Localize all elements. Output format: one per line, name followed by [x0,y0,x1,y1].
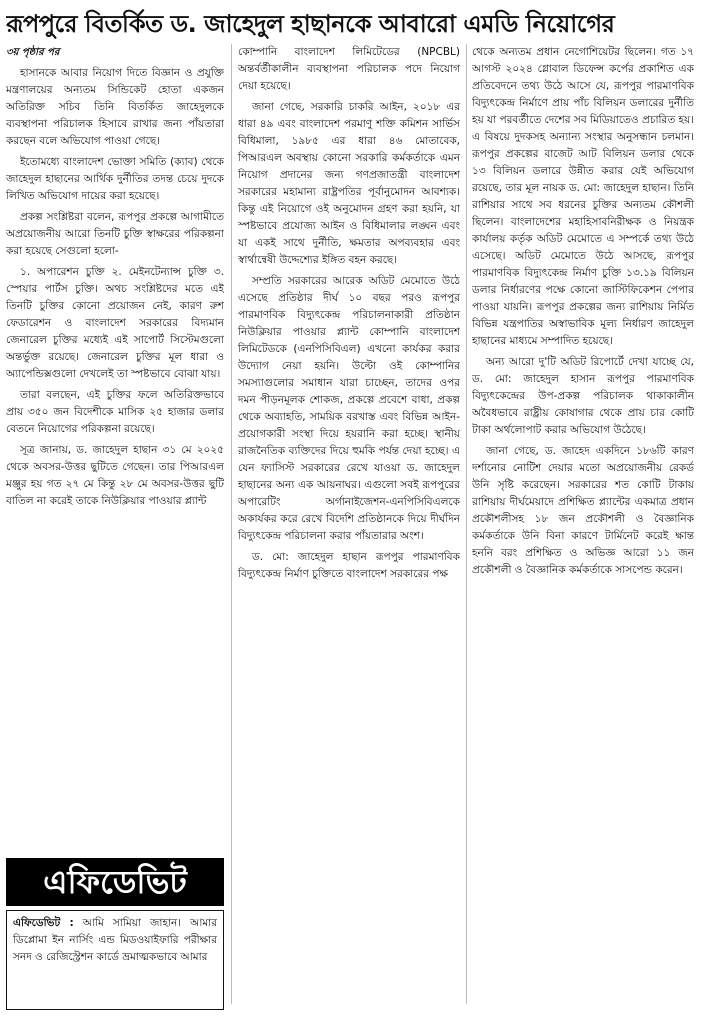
affidavit-notice [6,910,224,1010]
paragraph: সম্প্রতি সরকারের আরেক অডিট মেমোতে উঠে এসেছে প্রতিষ্ঠার দীর্ঘ ১০ বছর পরও রূপপুর পারমাণবিক বিদ্যুৎকেন্দ্র পরিচালনাকারী প্রতিষ্ঠান নিউক্লিয়ার পাওয়ার প্ল্যান্ট কোম্পানি বাংলাদেশ লিমিটেডকে (এনপিসিবিএল) এখনো কার্যকর করার উদ্যোগ নেয়া হয়নি। উল্টো ওই কোম্পানির সমস্যাগুলোর সমাধান যারা চাচ্ছেন, তাদের ওপর দমন পীড়নমূলক শোকজ, প্রকল্পে প্রবেশে বাধা, প্রকল্প থেকে অব্যাহতি, সাময়িক বরখাস্ত এবং বিভিন্ন আইন-প্রয়োগকারী সংস্থা দিয়ে হয়রানি করা হচ্ছে। স্থানীয় রাজনৈতিক ব্যক্তিদের দিয়ে হুমকি পর্যন্ত দেয়া হচ্ছে। এ যেন ফ্যাসিস্ট সরকারের রেখে যাওয়া ড. জাহেদুল হাছানের অন্য এক আয়নাঘর। এগুলো সবই রূপপুরের অপারেটিং অর্গানাইজেশন-এনপিসিবিএলকে অকার্যকর করে রেখে বিদেশি প্রতিষ্ঠানকে দিয়ে দীর্ঘদিন বিদ্যুৎকেন্দ্র পরিচালনা করার পাঁয়তারার অংশ। [238,275,460,542]
paragraph: হাসানকে আবার নিয়োগ দিতে বিজ্ঞান ও প্রযুক্তি মন্ত্রণালয়ের অন্যতম সিন্ডিকেট হোতা একজন অতিরিক্ত সচিব তিনি বিতর্কিত জাহেদুলকে ব্যবস্থাপনা পরিচালক হিসাবে রাখার জন্য পাঁয়তারা করছেন বলে অভিযোগ পাওয়া গেছে। [6,67,224,147]
affidavit-text: আমি সামিয়া জাহান। আমার ডিপ্লোমা ইন নার্সিং এন্ড মিডওয়াইফারি পরীক্ষার সনদ ও রেজিস্ট্রেশন কার্ডে ভ্রমাত্মকভাবে আমার [13,917,218,963]
paragraph: প্রকল্প সংশ্লিষ্টরা বলেন, রূপপুর প্রকল্পে আগামীতে অপ্রয়োজনীয় আরো তিনটি চুক্তি স্বাক্ষরের পরিকল্পনা করা হয়েছে সেগুলো হলো- [6,211,224,257]
paragraph: সূত্র জানায়, ড. জাহেদুল হাছান ৩১ মে ২০২৫ থেকে অবসর-উত্তর ছুটিতে গেছেন। তার পিআরএল মঞ্জুর হয় গত ২৭ মে কিন্তু ২৮ মে অবসর-উত্তর ছুটি বাতিল না করেই তাকে নিউক্লিয়ার পাওয়ার প্ল্যান্ট [6,444,224,507]
paragraph: ১. অপারেশন চুক্তি ২. মেইনটেন্যান্স চুক্তি ৩. স্পেয়ার পার্টস চুক্তি। অথচ সংশ্লিষ্টদের মতে এই তিনটি চুক্তির কোনো প্রয়োজন নেই, কারণ রুশ ফেডারেশন ও বাংলাদেশ সরকারের বিদ্যমান জেনারেল চুক্তির মধ্যেই এই সাপোর্ট সিস্টেমগুলো অন্তর্ভুক্ত রয়েছে। জেনারেল চুক্তির মূল ধারা ও অ্যাপেন্ডিক্সগুলো দেখলেই তা স্পষ্টভাবে বোঝা যায়। [6,266,224,380]
paragraph: তারা বলছেন, এই চুক্তির ফলে অতিরিক্তভাবে প্রায় ৩৫০ জন বিদেশীকে মাসিক ২৫ হাজার ডলার বেতনে নিয়োগের পরিকল্পনা রয়েছে। [6,389,224,435]
ad-title-banner: এফিডেভিট [6,858,224,906]
paragraph: থেকে অন্যতম প্রধান নেগোশিয়েটর ছিলেন। গত ১৭ আগস্ট ২০২৪ গ্লোবাল ডিফেন্স কর্পের প্রকাশিত এক প্রতিবেদনে তথ্য উঠে আসে যে, রূপপুর পারমাণবিক বিদ্যুৎকেন্দ্র নির্মাণে প্রায় পাঁচ বিলিয়ন ডলারের দুর্নীতি হয় যা পরবর্তীতে দেশের সব মিডিয়াতেও প্রচারিত হয়। এ বিষয়ে দুদকসহ অন্যান্য সংস্থার অনুসন্ধান চলমান। রূপপুর প্রকল্পের বাজেট আট বিলিয়ন ডলার থেকে ১৩ বিলিয়ন ডলারে উন্নীত করার যেই অভিযোগ রয়েছে, তার মূল নায়ক ড. মো: জাহেদুল হাছান। তিনি রাশিয়ার সাথে সব ধরনের চুক্তির অন্যতম কৌশলী ছিলেন। বাংলাদেশের মহাহিসাবনিরীক্ষক ও নিয়ন্ত্রক কার্যালয় কর্তৃক অডিট মেমোতে এ সম্পর্কে তথ্য উঠে এসেছে। অডিট মেমোতে উঠে আসছে, রূপপুর পারমাণবিক বিদ্যুৎকেন্দ্র নির্মাণ চুক্তি ১৩.১৯ বিলিয়ন ডলার নির্ধারণের পক্ষে কোনো জাস্টিফিকেশন পেপার পাওয়া যায়নি। রূপপুর প্রকল্পের জন্য রাশিয়ায় নির্মিত বিভিন্ন যন্ত্রপাতির অস্বাভাবিক মূল্য নির্ধারণ জাহেদুল হাছানের মাধ্যমে সম্পাদিত হয়েছে। [472,46,694,347]
headline: রূপপুরে বিতর্কিত ড. জাহেদুল হাছানকে আবারো এমডি নিয়োগের [6,10,615,38]
paragraph: ড. মো: জাহেদুল হাছান রূপপুর পারমাণবিক বিদ্যুৎকেন্দ্র নির্মাণ চুক্তিতে বাংলাদেশ সরকারের পক্ষ [238,551,460,580]
article-column-2 [238,44,460,1010]
paragraph: কোম্পানি বাংলাদেশ লিমিটেডের (NPCBL) অন্তর্বর্তীকালীন ব্যবস্থাপনা পরিচালক পদে নিয়োগ দেয়া হয়েছে। [238,46,460,92]
paragraph: জানা গেছে, সরকারি চাকরি আইন, ২০১৮ এর ধারা ৪৯ এবং বাংলাদেশ পরমাণু শক্তি কমিশন সার্ভিস বিধিমালা, ১৯৮৫ এর ধারা ৪৬ মোতাবেক, পিআরএল অবস্থায় কোনো সরকারি কর্মকর্তাকে এমন নিয়োগ প্রদানের জন্য গণপ্রজাতন্ত্রী বাংলাদেশ সরকারের মহামান্য রাষ্ট্রপতির পূর্বানুমোদন আবশ্যক। কিন্তু এই নিয়োগে ওই অনুমোদন গ্রহণ করা হয়নি, যা স্পষ্টভাবে প্রযোজ্য আইন ও বিধিমালার লঙ্ঘন এবং যা একই সাথে দুর্নীতি, ক্ষমতার অপব্যবহার এবং স্বার্থান্বেষী উদ্দেশ্যের ইঙ্গিত বহন করছে। [238,101,460,266]
column-divider [466,44,467,1004]
article-column-3 [472,44,694,1010]
affidavit-label: এফিডেভিট : [13,917,74,929]
column-divider [231,44,232,1004]
paragraph: অন্য আরো দু'টি অডিট রিপোর্টে দেখা যাচ্ছে যে, ড. মো: জাহেদুল হাসান রূপপুর পারমাণবিক বিদ্যুৎকেন্দ্রের উপ-প্রকল্প পরিচালক থাকাকালীন অবৈধভাবে রাষ্ট্রীয় কোষাগার থেকে প্রায় চার কোটি টাকা অর্থলোপাট করার অভিযোগ উঠেছে। [472,356,694,436]
paragraph: জানা গেছে, ড. জাহেদ একদিনে ১৮৬টি কারণ দর্শানোর নোটিশ দেয়ার মতো অপ্রয়োজনীয় রেকর্ড উনি সৃষ্টি করেছেন। সরকারের শত কোটি টাকায় রাশিয়ায় দীর্ঘমেয়াদে প্রশিক্ষিত প্ল্যান্টের একমাত্র প্রধান প্রকৌশলীসহ ১৮ জন প্রকৌশলী ও বৈজ্ঞানিক কর্মকর্তাকে উনি বিনা কারণে টার্মিনেট করেই ক্ষান্ত হননি বরং প্রশিক্ষিত ও অভিজ্ঞ আরো ১১ জন প্রকৌশলী ও বৈজ্ঞানিক কর্মকর্তাকে সাসপেন্ড করেন। [472,445,694,576]
paragraph: ইতোমধ্যে বাংলাদেশ ভোক্তা সমিতি (ক্যাব) থেকে জাহেদুল হাছানের আর্থিক দুর্নীতির তদন্ত চেয়ে দুদকে লিখিত অভিযোগ দায়ের করা হয়েছে। [6,156,224,202]
continued-from-label: ৩য় পৃষ্ঠার পর [6,47,60,58]
article-column-1 [6,44,224,854]
